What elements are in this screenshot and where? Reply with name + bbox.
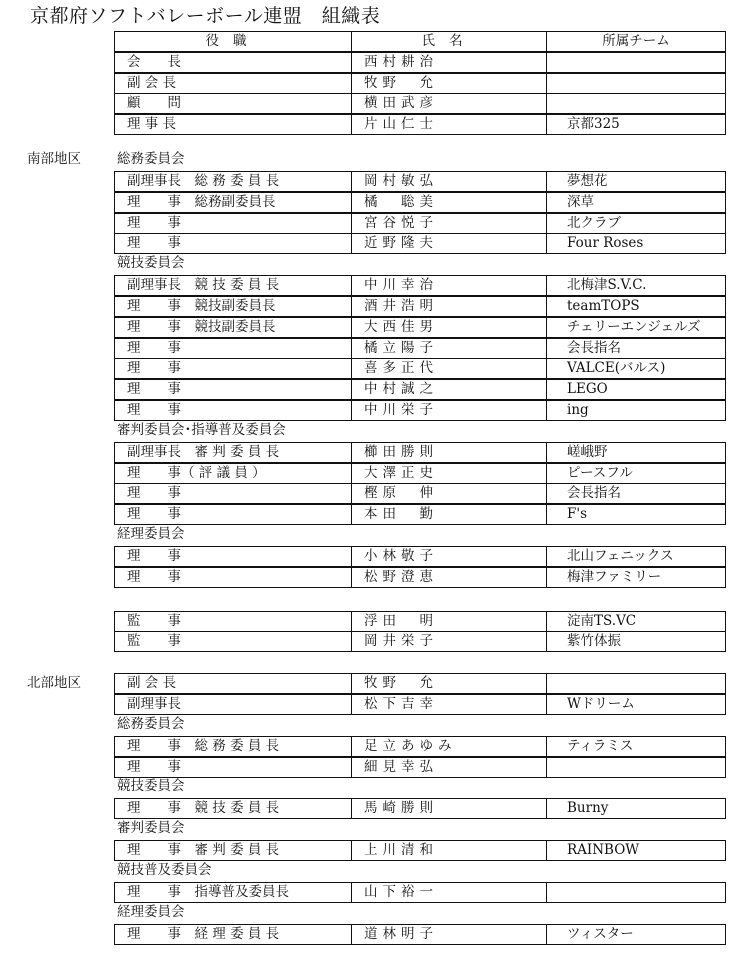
name-cell: 上川清和 xyxy=(352,841,547,860)
table-row xyxy=(114,93,726,114)
header-name: 氏名 xyxy=(352,32,547,51)
team-cell: ing xyxy=(567,402,589,418)
team-cell: 梅津ファミリー xyxy=(567,568,662,585)
team-cell: 京都325 xyxy=(567,116,620,133)
role-cell: 監 事 xyxy=(115,632,352,651)
table-row xyxy=(114,400,726,421)
table-row xyxy=(114,171,726,192)
team-cell: RAINBOW xyxy=(567,842,640,859)
team-cell xyxy=(547,883,725,902)
role-cell: 理 事 競技副委員長 xyxy=(115,297,352,316)
table-row xyxy=(114,317,726,338)
role-cell: 理 事 xyxy=(115,234,352,253)
name-cell: 馬崎勝則 xyxy=(352,799,547,818)
table-row xyxy=(114,673,726,694)
committee-label: 総務委員会 xyxy=(117,151,185,167)
name-cell: 浮田 明 xyxy=(352,612,547,631)
role-cell: 理 事 xyxy=(115,758,352,777)
name-cell: 櫛田勝則 xyxy=(352,443,547,462)
name-cell: 細見幸弘 xyxy=(352,758,547,777)
table-row xyxy=(114,463,726,484)
committee-label: 経理委員会 xyxy=(117,903,185,920)
role-cell: 理 事 xyxy=(115,339,352,358)
team-cell: 北梅津S.V.C. xyxy=(567,277,647,294)
role-cell: 理 事 総務副委員長 xyxy=(115,193,352,212)
name-cell: 橘 聡美 xyxy=(352,193,547,212)
team-cell: Burny xyxy=(567,800,609,817)
team-cell: 淀南TS.VC xyxy=(567,612,637,629)
role-cell: 理 事 審 判 委 員 長 xyxy=(115,841,352,860)
name-cell: 片山仁士 xyxy=(352,115,547,134)
team-cell: Four Roses xyxy=(567,235,644,252)
role-cell: 副理事長 総 務 委 員 長 xyxy=(115,172,352,191)
region-label-north: 北部地区 xyxy=(27,675,81,692)
table-row xyxy=(114,213,726,234)
name-cell: 横田武彦 xyxy=(352,94,547,113)
team-cell: ティラミス xyxy=(567,737,634,754)
table-row xyxy=(114,882,726,903)
name-cell: 橘立陽子 xyxy=(352,339,547,358)
name-cell: 喜多正代 xyxy=(352,359,547,378)
team-cell: 紫竹体振 xyxy=(567,633,621,650)
name-cell: 山下裕一 xyxy=(352,883,547,902)
team-cell: 会長指名 xyxy=(567,339,621,356)
table-row xyxy=(114,338,726,359)
team-cell: 嵯峨野 xyxy=(567,443,608,460)
role-cell: 理 事 xyxy=(115,380,352,399)
table-row xyxy=(114,840,726,861)
table-row xyxy=(114,73,726,94)
committee-label: 審判委員会 xyxy=(117,820,185,837)
header-role: 役職 xyxy=(115,32,352,51)
table-row xyxy=(114,611,726,632)
table-row xyxy=(114,114,726,135)
name-cell: 大澤正史 xyxy=(352,464,547,483)
role-cell: 理 事 総 務 委 員 長 xyxy=(115,737,352,756)
name-cell: 牧野 允 xyxy=(352,74,547,93)
name-cell: 中川幸治 xyxy=(352,276,547,295)
name-cell: 足立あゆみ xyxy=(352,737,547,756)
team-cell xyxy=(547,74,725,93)
role-cell: 理 事 xyxy=(115,547,352,566)
table-row xyxy=(114,736,726,757)
table-row xyxy=(114,442,726,463)
committee-label: 競技委員会 xyxy=(117,255,185,272)
team-cell xyxy=(547,53,725,72)
role-cell: 監 事 xyxy=(115,612,352,631)
header-team: 所属チーム xyxy=(602,33,670,49)
table-row xyxy=(114,504,726,525)
name-cell: 中村誠之 xyxy=(352,380,547,399)
team-cell: Wドリーム xyxy=(567,696,635,712)
name-cell: 本田 勤 xyxy=(352,505,547,524)
name-cell: 小林敬子 xyxy=(352,547,547,566)
table-row xyxy=(114,567,726,588)
role-cell: 理 事 xyxy=(115,505,352,524)
team-cell xyxy=(547,758,725,777)
role-cell: 副 会 長 xyxy=(115,674,352,693)
table-row xyxy=(114,631,726,652)
team-cell: 深草 xyxy=(567,193,594,210)
name-cell: 中川栄子 xyxy=(352,401,547,420)
team-cell: teamTOPS xyxy=(567,298,640,314)
page-title: 京都府ソフトバレーボール連盟 組織表 xyxy=(30,5,381,27)
name-cell: 大西佳男 xyxy=(352,318,547,337)
role-cell: 理 事 指導普及委員長 xyxy=(115,883,352,902)
role-cell: 理 事 xyxy=(115,568,352,587)
team-cell: LEGO xyxy=(567,381,608,398)
team-cell: ピースフル xyxy=(567,464,633,481)
role-cell: 会 長 xyxy=(115,53,352,72)
table-row xyxy=(114,694,726,715)
name-cell: 岡井栄子 xyxy=(352,632,547,651)
role-cell: 副理事長 審 判 委 員 長 xyxy=(115,443,352,462)
table-header-row xyxy=(114,31,726,52)
role-cell: 理 事 長 xyxy=(115,115,352,134)
role-cell: 理 事 経 理 委 員 長 xyxy=(115,925,352,944)
team-cell: VALCE(バルス) xyxy=(567,360,666,377)
role-cell: 理 事 xyxy=(115,359,352,378)
table-row xyxy=(114,924,726,945)
table-row xyxy=(114,192,726,213)
name-cell: 松野澄恵 xyxy=(352,568,547,587)
committee-label: 審判委員会･指導普及委員会 xyxy=(117,421,286,438)
team-cell: F's xyxy=(567,506,588,523)
role-cell: 副 会 長 xyxy=(115,74,352,93)
role-cell: 理 事 xyxy=(115,214,352,233)
role-cell: 理 事 競技副委員長 xyxy=(115,318,352,337)
team-cell: 北クラブ xyxy=(567,214,621,231)
committee-label: 総務委員会 xyxy=(117,715,185,732)
table-row xyxy=(114,379,726,400)
region-label-south: 南部地区 xyxy=(27,151,81,167)
table-row xyxy=(114,52,726,73)
table-row xyxy=(114,483,726,504)
table-row xyxy=(114,358,726,379)
team-cell: 夢想花 xyxy=(567,173,608,189)
table-row xyxy=(114,546,726,567)
role-cell: 副理事長 xyxy=(115,695,352,714)
table-row xyxy=(114,233,726,254)
team-cell: チェリーエンジェルズ xyxy=(567,318,701,335)
committee-label: 競技委員会 xyxy=(117,778,185,795)
role-cell: 副理事長 競 技 委 員 長 xyxy=(115,276,352,295)
name-cell: 近野隆夫 xyxy=(352,234,547,253)
name-cell: 宮谷悦子 xyxy=(352,214,547,233)
role-cell: 理 事（ 評 議 員 ） xyxy=(115,464,352,483)
name-cell: 道林明子 xyxy=(352,925,547,944)
table-row xyxy=(114,275,726,296)
name-cell: 樫原 伸 xyxy=(352,484,547,503)
table-row xyxy=(114,798,726,819)
name-cell: 岡村敏弘 xyxy=(352,172,547,191)
committee-label: 経理委員会 xyxy=(117,526,185,542)
name-cell: 牧野 允 xyxy=(352,674,547,693)
team-cell: ツィスター xyxy=(567,925,634,942)
committee-label: 競技普及委員会 xyxy=(117,862,212,878)
team-cell: 北山フェニックス xyxy=(567,548,674,564)
table-row xyxy=(114,757,726,778)
role-cell: 理 事 xyxy=(115,484,352,503)
role-cell: 理 事 競 技 委 員 長 xyxy=(115,799,352,818)
table-row xyxy=(114,296,726,317)
role-cell: 理 事 xyxy=(115,401,352,420)
team-cell xyxy=(547,674,725,693)
role-cell: 顧 問 xyxy=(115,94,352,113)
name-cell: 松下吉幸 xyxy=(352,695,547,714)
name-cell: 西村耕治 xyxy=(352,53,547,72)
team-cell xyxy=(547,94,725,113)
name-cell: 酒井浩明 xyxy=(352,297,547,316)
team-cell: 会長指名 xyxy=(567,485,621,502)
